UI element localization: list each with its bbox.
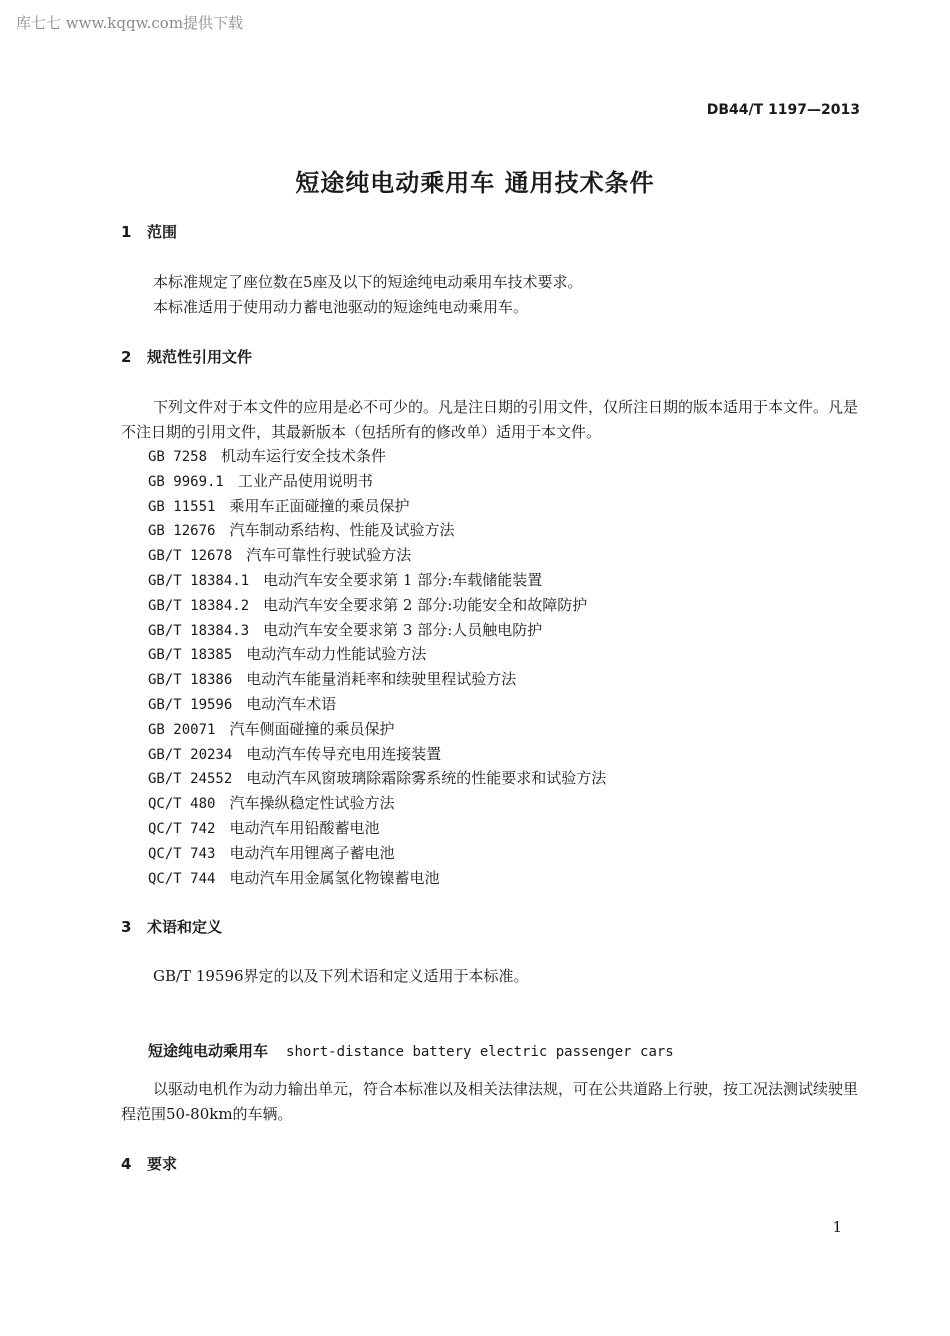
reference-item [148,692,606,717]
reference-title: 电动汽车风窗玻璃除霜除雾系统的性能要求和试验方法 [246,769,607,788]
reference-title: 电动汽车安全要求第 2 部分:功能安全和故障防护 [263,595,588,614]
standard-code: DB44/T 1197—2013 [706,102,860,118]
section-2-heading [121,346,252,367]
reference-item [148,518,606,543]
reference-item [148,841,606,866]
reference-title: 乘用车正面碰撞的乘员保护 [229,496,410,515]
section-number: 3 [121,918,132,936]
reference-item [148,766,606,791]
reference-item [148,642,606,667]
reference-code: GB 20071 [148,721,216,738]
page-number: 1 [832,1218,842,1236]
section-1-heading [121,221,177,242]
reference-item [148,816,606,841]
reference-code: GB/T 18386 [148,672,233,689]
reference-code: GB 11551 [148,498,216,515]
reference-title: 电动汽车用锂离子蓄电池 [229,843,395,862]
section-3-heading [121,916,222,937]
reference-title: 电动汽车用铅酸蓄电池 [229,818,380,837]
reference-list [148,444,606,890]
term-english: short-distance battery electric passenger cars [286,1044,674,1060]
reference-code: QC/T 742 [148,820,216,837]
reference-code: GB/T 18385 [148,647,233,664]
reference-code: GB/T 20234 [148,746,233,763]
section-title: 范围 [147,223,178,241]
reference-code: GB/T 18384.3 [148,622,250,639]
watermark: 库七七 www.kqqw.com提供下载 [16,14,244,32]
paragraph: 本标准适用于使用动力蓄电池驱动的短途纯电动乘用车。 [153,298,529,316]
reference-item [148,667,606,692]
reference-title: 工业产品使用说明书 [237,471,373,490]
normative-refs-intro: 下列文件对于本文件的应用是必不可少的。凡是注日期的引用文件，仅所注日期的版本适用于本文件。凡是不注日期的引用文件，其最新版本（包括所有的修改单）适用于本文件。 [121,398,859,441]
section-title: 规范性引用文件 [147,348,253,366]
section-number: 1 [121,223,132,241]
reference-item [148,444,606,469]
section-title: 术语和定义 [147,918,223,936]
terms-intro: GB/T 19596界定的以及下列术语和定义适用于本标准。 [153,967,529,985]
reference-code: QC/T 744 [148,870,216,887]
reference-code: GB 7258 [148,449,208,465]
section-4-heading [121,1153,177,1174]
reference-title: 电动汽车安全要求第 3 部分:人员触电防护 [263,620,543,639]
reference-item [148,791,606,816]
reference-title: 汽车侧面碰撞的乘员保护 [229,719,395,738]
reference-item [148,717,606,742]
reference-code: QC/T 743 [148,845,216,862]
reference-title: 电动汽车能量消耗率和续驶里程试验方法 [246,670,517,689]
reference-code: GB/T 24552 [148,771,233,788]
reference-item [148,543,606,568]
reference-item [148,742,606,767]
term-entry [148,1040,674,1061]
reference-title: 电动汽车术语 [246,694,337,713]
reference-code: GB 9969.1 [148,473,224,490]
reference-code: GB/T 18384.2 [148,597,250,614]
reference-item [148,618,606,643]
reference-code: GB/T 18384.1 [148,572,250,589]
reference-item [148,593,606,618]
reference-title: 汽车制动系结构、性能及试验方法 [229,521,455,540]
reference-title: 机动车运行安全技术条件 [221,447,387,465]
section-title: 要求 [147,1155,178,1173]
reference-item [148,494,606,519]
reference-title: 汽车可靠性行驶试验方法 [246,546,412,565]
paragraph: 本标准规定了座位数在5座及以下的短途纯电动乘用车技术要求。 [153,273,583,291]
term-chinese: 短途纯电动乘用车 [148,1042,269,1060]
reference-title: 汽车操纵稳定性试验方法 [229,794,395,813]
reference-code: QC/T 480 [148,796,216,813]
reference-title: 电动汽车动力性能试验方法 [246,645,427,664]
reference-code: GB/T 19596 [148,696,233,713]
reference-title: 电动汽车安全要求第 1 部分:车载储能装置 [263,570,543,589]
reference-item [148,866,606,891]
section-number: 4 [121,1155,132,1173]
document-title: 短途纯电动乘用车 通用技术条件 [295,169,655,197]
reference-item [148,469,606,494]
term-definition: 以驱动电机作为动力输出单元，符合本标准以及相关法律法规，可在公共道路上行驶，按工况法测试续驶里程范围50-80km的车辆。 [121,1080,859,1123]
reference-title: 电动汽车用金属氢化物镍蓄电池 [229,868,440,887]
reference-title: 电动汽车传导充电用连接装置 [246,744,442,763]
section-number: 2 [121,348,132,366]
reference-code: GB 12676 [148,523,216,540]
reference-code: GB/T 12678 [148,548,233,565]
reference-item [148,568,606,593]
